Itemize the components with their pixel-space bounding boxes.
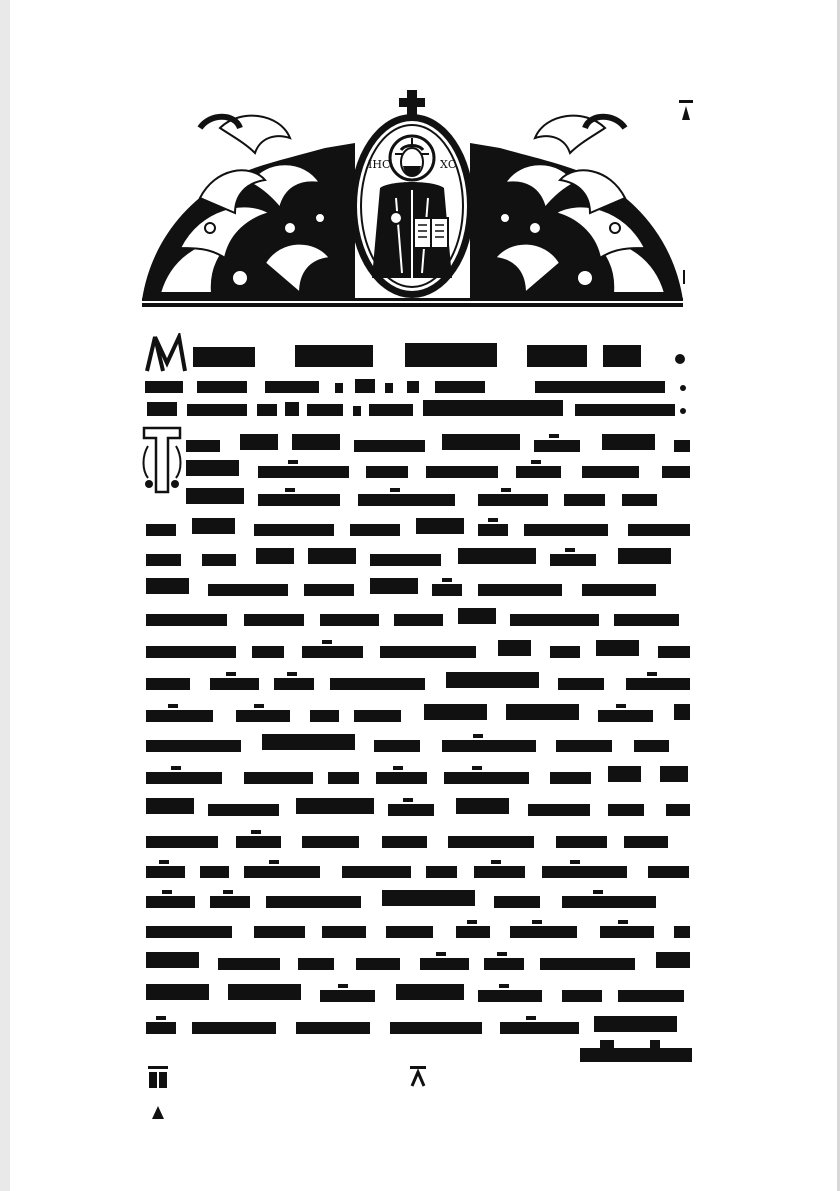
margin-letter: [150, 1104, 166, 1120]
page-gutter-shadow: [0, 0, 10, 1191]
body-line: [146, 950, 690, 974]
body-line: [186, 458, 690, 482]
body-line: [146, 796, 690, 820]
subheading-line-2: [145, 400, 690, 418]
body-line: [146, 516, 690, 540]
body-line: [146, 1014, 690, 1038]
body-line: [146, 606, 690, 630]
heading: [145, 333, 690, 373]
body-line: [146, 828, 690, 852]
body-line: [146, 546, 690, 570]
subheading-line-1: [145, 377, 690, 395]
body-line: [146, 732, 690, 756]
body-line: [146, 918, 690, 942]
headpiece-inscriptions: [362, 148, 472, 178]
body-line: [146, 982, 690, 1006]
body-line: [146, 888, 690, 912]
signature-mark: [146, 1066, 170, 1088]
body-line: [146, 858, 690, 882]
inscription-left: ІНС: [368, 158, 391, 171]
body-line: [146, 670, 690, 694]
folio-number: [676, 100, 696, 122]
drop-cap: [140, 422, 184, 498]
catchword: [580, 1040, 692, 1064]
quire-mark: [408, 1066, 428, 1088]
body-line: [186, 486, 690, 510]
body-line: [146, 576, 690, 600]
inscription-right: ХС: [440, 158, 457, 171]
ornamental-headpiece: [140, 88, 685, 313]
body-line: [146, 638, 690, 662]
headpiece-side-mark: [682, 270, 686, 284]
body-line: [146, 702, 690, 726]
body-line: [146, 764, 690, 788]
body-line: [186, 432, 690, 456]
